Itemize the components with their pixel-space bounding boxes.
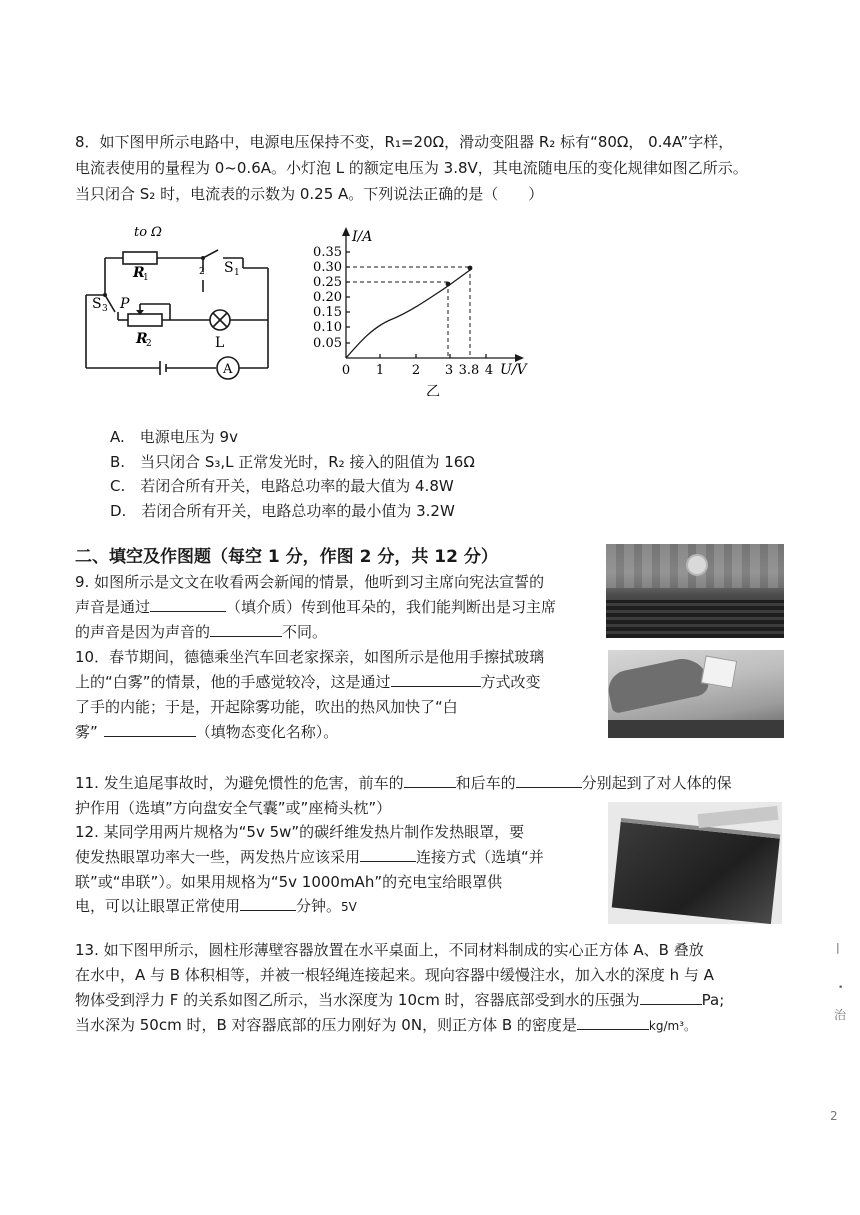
s1-label: S xyxy=(224,260,234,276)
q13-line4 xyxy=(75,1013,696,1038)
q13-text: Pa; xyxy=(701,991,725,1009)
q13-blank-density[interactable] xyxy=(577,1013,649,1030)
q12-blank-minutes[interactable] xyxy=(240,894,296,911)
iu-graph xyxy=(300,224,540,396)
q8-line2: 电流表使用的量程为 0~0.6A。小灯泡 L 的额定电压为 3.8V，其电流随电压的变化规律如图乙所示。 xyxy=(75,159,748,177)
q10-text: 雾” xyxy=(75,723,98,741)
graph-caption: 乙 xyxy=(426,384,440,396)
q12-text: 连接方式（选填“并 xyxy=(416,848,544,866)
q10-text: 方式改变 xyxy=(480,673,541,691)
margin-mark: • xyxy=(838,983,844,993)
x-tick: 3 xyxy=(444,363,454,378)
q9-blank-timbre[interactable] xyxy=(210,620,282,637)
q13-line1: 13. 如下图甲所示，圆柱形薄壁容器放置在水平桌面上，不同材料制成的实心正方体 A、B 叠放 xyxy=(75,941,704,959)
y-tick: 0.15 xyxy=(313,305,342,320)
margin-mark: 治 xyxy=(834,1008,847,1022)
q11-line1 xyxy=(75,771,732,795)
q9-line2 xyxy=(75,595,556,619)
q10-line3: 了手的内能；于是，开起除雾功能，吹出的热风加快了“白 xyxy=(75,698,458,716)
q12-handwritten-note: 5V xyxy=(341,900,357,914)
q13-text: kg/m³。 xyxy=(648,1019,697,1033)
x-tick: 2 xyxy=(411,363,421,378)
q12-blank-connection[interactable] xyxy=(360,845,416,862)
q9-blank-medium[interactable] xyxy=(150,595,226,612)
y-tick: 0.10 xyxy=(313,320,342,335)
x-tick: 4 xyxy=(484,363,494,378)
s3-label: S xyxy=(92,296,102,312)
window-fog-photo xyxy=(608,650,784,738)
congress-photo xyxy=(606,544,784,638)
y-axis-label: I/A xyxy=(352,229,373,245)
x-tick: 0 xyxy=(341,363,351,378)
circuit-diagram xyxy=(78,220,278,380)
page-number: 2 xyxy=(830,1109,838,1123)
q11-text: 分别起到了对人体的保 xyxy=(581,774,732,792)
iu-curve xyxy=(346,270,470,358)
s1-sub: 1 xyxy=(234,268,240,278)
slider-p-label: P xyxy=(120,296,130,312)
q13-line3 xyxy=(75,988,724,1012)
q10-blank-phase-change[interactable] xyxy=(104,720,196,737)
ammeter-label: A xyxy=(223,362,233,377)
section2-title: 二、填空及作图题（每空 1 分，作图 2 分，共 12 分） xyxy=(75,547,498,567)
q12-line2 xyxy=(75,845,544,869)
q12-text: 电，可以让眼罩正常使用 xyxy=(75,897,241,915)
q9-text: （填介质）传到他耳朵的，我们能判断出是习主席 xyxy=(226,598,557,616)
q8-option-d: D. 若闭合所有开关，电路总功率的最小值为 3.2W xyxy=(110,502,455,520)
r1-label: R xyxy=(133,265,145,281)
s2-label: 2 xyxy=(199,267,205,277)
q12-text: 使发热眼罩功率大一些，两发热片应该采用 xyxy=(75,848,361,866)
x-tick: 3.8 xyxy=(458,363,480,378)
y-tick: 0.05 xyxy=(313,336,342,351)
y-tick: 0.20 xyxy=(313,290,342,305)
resistor-r1 xyxy=(123,252,157,264)
q8-option-b: B. 当只闭合 S₃,L 正常发光时，R₂ 接入的阻值为 16Ω xyxy=(110,453,475,471)
x-tick: 1 xyxy=(375,363,385,378)
heating-pad-photo xyxy=(608,802,782,924)
q10-blank-method[interactable] xyxy=(391,670,481,687)
y-tick: 0.25 xyxy=(313,275,342,290)
s3-sub: 3 xyxy=(102,304,108,314)
q13-blank-pressure[interactable] xyxy=(640,988,702,1005)
q12-line3: 联”或“串联”）。如果用规格为“5v 1000mAh”的充电宝给眼罩供 xyxy=(75,873,503,891)
q11-text: 和后车的 xyxy=(455,774,516,792)
q10-line1: 10．春节期间，德德乘坐汽车回老家探亲，如图所示是他用手擦拭玻璃 xyxy=(75,648,545,666)
y-tick: 0.35 xyxy=(313,245,342,260)
margin-mark: | xyxy=(836,941,840,954)
resistor-r2 xyxy=(128,314,162,326)
q11-line2: 护作用（选填”方向盘安全气囊”或”座椅头枕”） xyxy=(75,799,392,817)
handwritten-resistance: to Ω xyxy=(134,225,162,240)
q11-blank-front[interactable] xyxy=(404,771,456,788)
q11-text: 11. 发生追尾事故时，为避免惯性的危害，前车的 xyxy=(75,774,404,792)
r2-label: R xyxy=(136,331,148,347)
q12-line4 xyxy=(75,894,357,919)
q10-line4 xyxy=(75,720,338,744)
q9-text: 不同。 xyxy=(282,623,328,641)
x-axis-label: U/V xyxy=(500,362,527,378)
q8-line3: 当只闭合 S₂ 时，电流表的示数为 0.25 A。下列说法正确的是（ ） xyxy=(75,185,544,203)
q11-blank-rear[interactable] xyxy=(516,771,582,788)
q8-option-a: A. 电源电压为 9v xyxy=(110,428,238,446)
q13-line2: 在水中，A 与 B 体积相等，并被一根轻绳连接起来。现向容器中缓慢注水，加入水的深度 h 与 A xyxy=(75,966,714,984)
q9-text: 声音是通过 xyxy=(75,598,151,616)
q12-text: 分钟。 xyxy=(296,897,342,915)
q10-text: 上的“白雾”的情景，他的手感觉较冷，这是通过 xyxy=(75,673,391,691)
q8-option-c: C. 若闭合所有开关，电路总功率的最大值为 4.8W xyxy=(110,477,454,495)
y-tick: 0.30 xyxy=(313,260,342,275)
tick-marks xyxy=(346,252,486,358)
q9-line1: 9. 如图所示是文文在收看两会新闻的情景，他听到习主席向宪法宣誓的 xyxy=(75,573,545,591)
q9-text: 的声音是因为声音的 xyxy=(75,623,211,641)
q10-text: （填物态变化名称）。 xyxy=(195,723,339,741)
q8-line1: 8．如下图甲所示电路中，电源电压保持不变，R₁=20Ω，滑动变阻器 R₂ 标有“80Ω， 0.4A”字样， xyxy=(75,133,734,151)
r2-sub: 2 xyxy=(146,339,152,349)
lamp-label: L xyxy=(215,335,225,351)
r1-sub: 1 xyxy=(143,273,149,283)
q9-line3 xyxy=(75,620,327,644)
q10-line2 xyxy=(75,670,541,694)
q13-text: 物体受到浮力 F 的关系如图乙所示，当水深度为 10cm 时，容器底部受到水的压强为 xyxy=(75,991,640,1009)
q12-line1: 12. 某同学用两片规格为“5v 5w”的碳纤维发热片制作发热眼罩，要 xyxy=(75,823,525,841)
q13-text: 当水深为 50cm 时，B 对容器底部的压力刚好为 0N，则正方体 B 的密度是 xyxy=(75,1016,577,1034)
